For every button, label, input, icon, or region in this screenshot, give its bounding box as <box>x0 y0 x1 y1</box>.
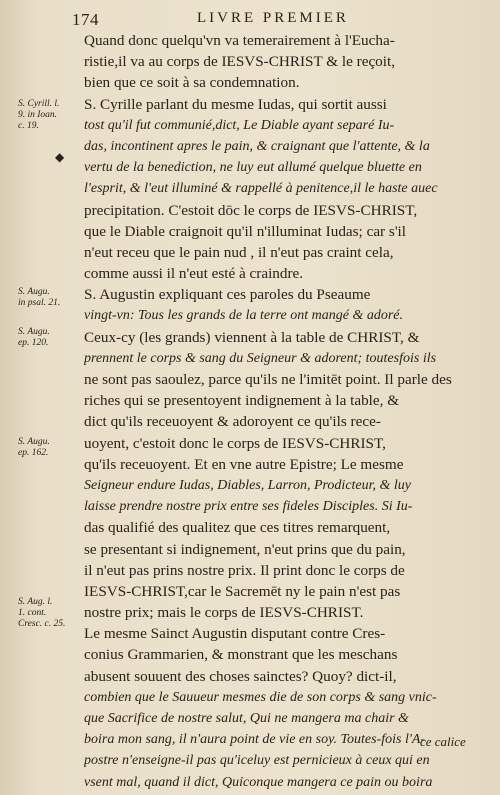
text-line: se presentant si indignement, n'eut prins que du pain, <box>84 540 406 558</box>
text-line: tost qu'il fut communié,dict, Le Diable ayant separé Iu- <box>84 117 395 133</box>
text-line: das qualifié des qualitez que ces titres remarquent, <box>84 519 391 537</box>
text-line: Quand donc quelqu'vn va temerairement à l'Eucha- <box>84 32 395 49</box>
text-line: conius Grammarien, & monstrant que les meschans <box>84 646 398 664</box>
running-title: LIVRE PREMIER <box>197 10 349 26</box>
text-line: vertu de la benediction, ne luy eut allumé quelque bluette en <box>84 160 422 176</box>
margin-note-line: S. Cyrill. l. <box>18 99 60 109</box>
text-line: laisse prendre nostre prix entre ses fideles Disciples. Si Iu- <box>84 499 413 515</box>
margin-note-line: S. Augu. <box>18 437 50 447</box>
text-line: S. Cyrille parlant du mesme Iudas, qui sortit aussi <box>84 95 387 113</box>
margin-note-line: 9. in Ioan. <box>18 110 58 120</box>
text-line: IESVS-CHRIST,car le Sacremēt ny le pain n'est pas <box>84 582 401 600</box>
margin-note-line: ep. 120. <box>18 338 49 348</box>
text-line: que Sacrifice de nostre salut, Qui ne mangera ma chair & <box>84 711 409 726</box>
text-line: boira mon sang, il n'aura point de vie en soy. Toutes-fois l'A- <box>84 732 426 748</box>
text-line: riches qui se presentoyent indignement à la table, & <box>84 392 400 410</box>
text-line: postre n'enseigne-il pas qu'iceluy est pernicieux à ceux qui en <box>84 753 430 769</box>
margin-note-line: S. Augu. <box>18 287 50 297</box>
margin-note-line: S. Augu. <box>18 327 50 337</box>
margin-note-line: ep. 162. <box>18 448 49 458</box>
text-line: Seigneur endure Iudas, Diables, Larron, Prodicteur, & luy <box>84 477 412 493</box>
text-line: ne sont pas saoulez, parce qu'ils ne l'imitēt point. Il parle des <box>84 371 452 388</box>
margin-note-augustin-ep120 <box>18 327 84 349</box>
text-line: combien que le Sauueur mesmes die de son corps & sang vnic- <box>84 689 437 705</box>
text-line: Ceux-cy (les grands) viennent à la table de CHRIST, & <box>84 328 420 346</box>
body-text <box>84 30 470 793</box>
margin-note-line: 1. cont. <box>18 608 47 618</box>
margin-note-line: Cresc. c. 25. <box>18 619 66 629</box>
margin-note-line: c. 19. <box>18 121 39 131</box>
text-line: n'eut receu que le pain nud , il n'eut pas craint cela, <box>84 243 394 261</box>
text-line: S. Augustin expliquant ces paroles du Pseaume <box>84 286 371 304</box>
catchword: ce calice <box>420 734 466 749</box>
text-line: vsent mal, quand il dict, Quiconque mangera ce pain ou boira <box>84 774 433 790</box>
margin-note-augustin-ep162 <box>18 437 84 459</box>
margin-note-augustin-crescon <box>18 597 84 630</box>
text-line: dict qu'ils receuoyent & adoroyent ce qu'ils rece- <box>84 413 381 431</box>
text-line: abusent souuent des choses sainctes? Quoy? dict-il, <box>84 667 397 685</box>
text-line: qu'ils receuoyent. Et en vne autre Epistre; Le mesme <box>84 455 404 473</box>
text-line: das, incontinent apres le pain, & craignant que l'attente, & la <box>84 138 430 154</box>
text-line: l'esprit, & l'eut illuminé & rappellé à penitence,il le haste auec <box>84 181 438 197</box>
margin-note-augustin-psalm <box>18 287 84 309</box>
margin-note-line: S. Aug. l. <box>18 597 53 607</box>
ornament-mark-icon: ◆ <box>55 150 65 164</box>
margin-note-line: in psal. 21. <box>18 298 61 308</box>
text-line: il n'eut pas prins nostre prix. Il print donc le corps de <box>84 561 405 579</box>
text-line: ristie,il va au corps de IESVS-CHRIST & le reçoit, <box>84 53 396 71</box>
text-line: vingt-vn: Tous les grands de la terre ont mangé & adoré. <box>84 308 403 324</box>
text-line: prennent le corps & sang du Seigneur & adorent; toutesfois ils <box>84 350 437 366</box>
text-line: precipitation. C'estoit dōc le corps de IESVS-CHRIST, <box>84 201 418 219</box>
text-line: Le mesme Sainct Augustin disputant contre Cres- <box>84 625 386 643</box>
text-line: comme aussi il n'eut esté à craindre. <box>84 265 304 283</box>
text-line: uoyent, c'estoit donc le corps de IESVS-CHRIST, <box>84 434 386 452</box>
text-line: que le Diable craignoit qu'il n'illuminat Iudas; car s'il <box>84 222 407 240</box>
text-line: nostre prix; mais le corps de IESVS-CHRIST. <box>84 604 364 622</box>
margin-note-cyrille <box>18 99 84 132</box>
text-line: bien que ce soit à sa condemnation. <box>84 74 300 92</box>
page-number: 174 <box>72 10 99 29</box>
